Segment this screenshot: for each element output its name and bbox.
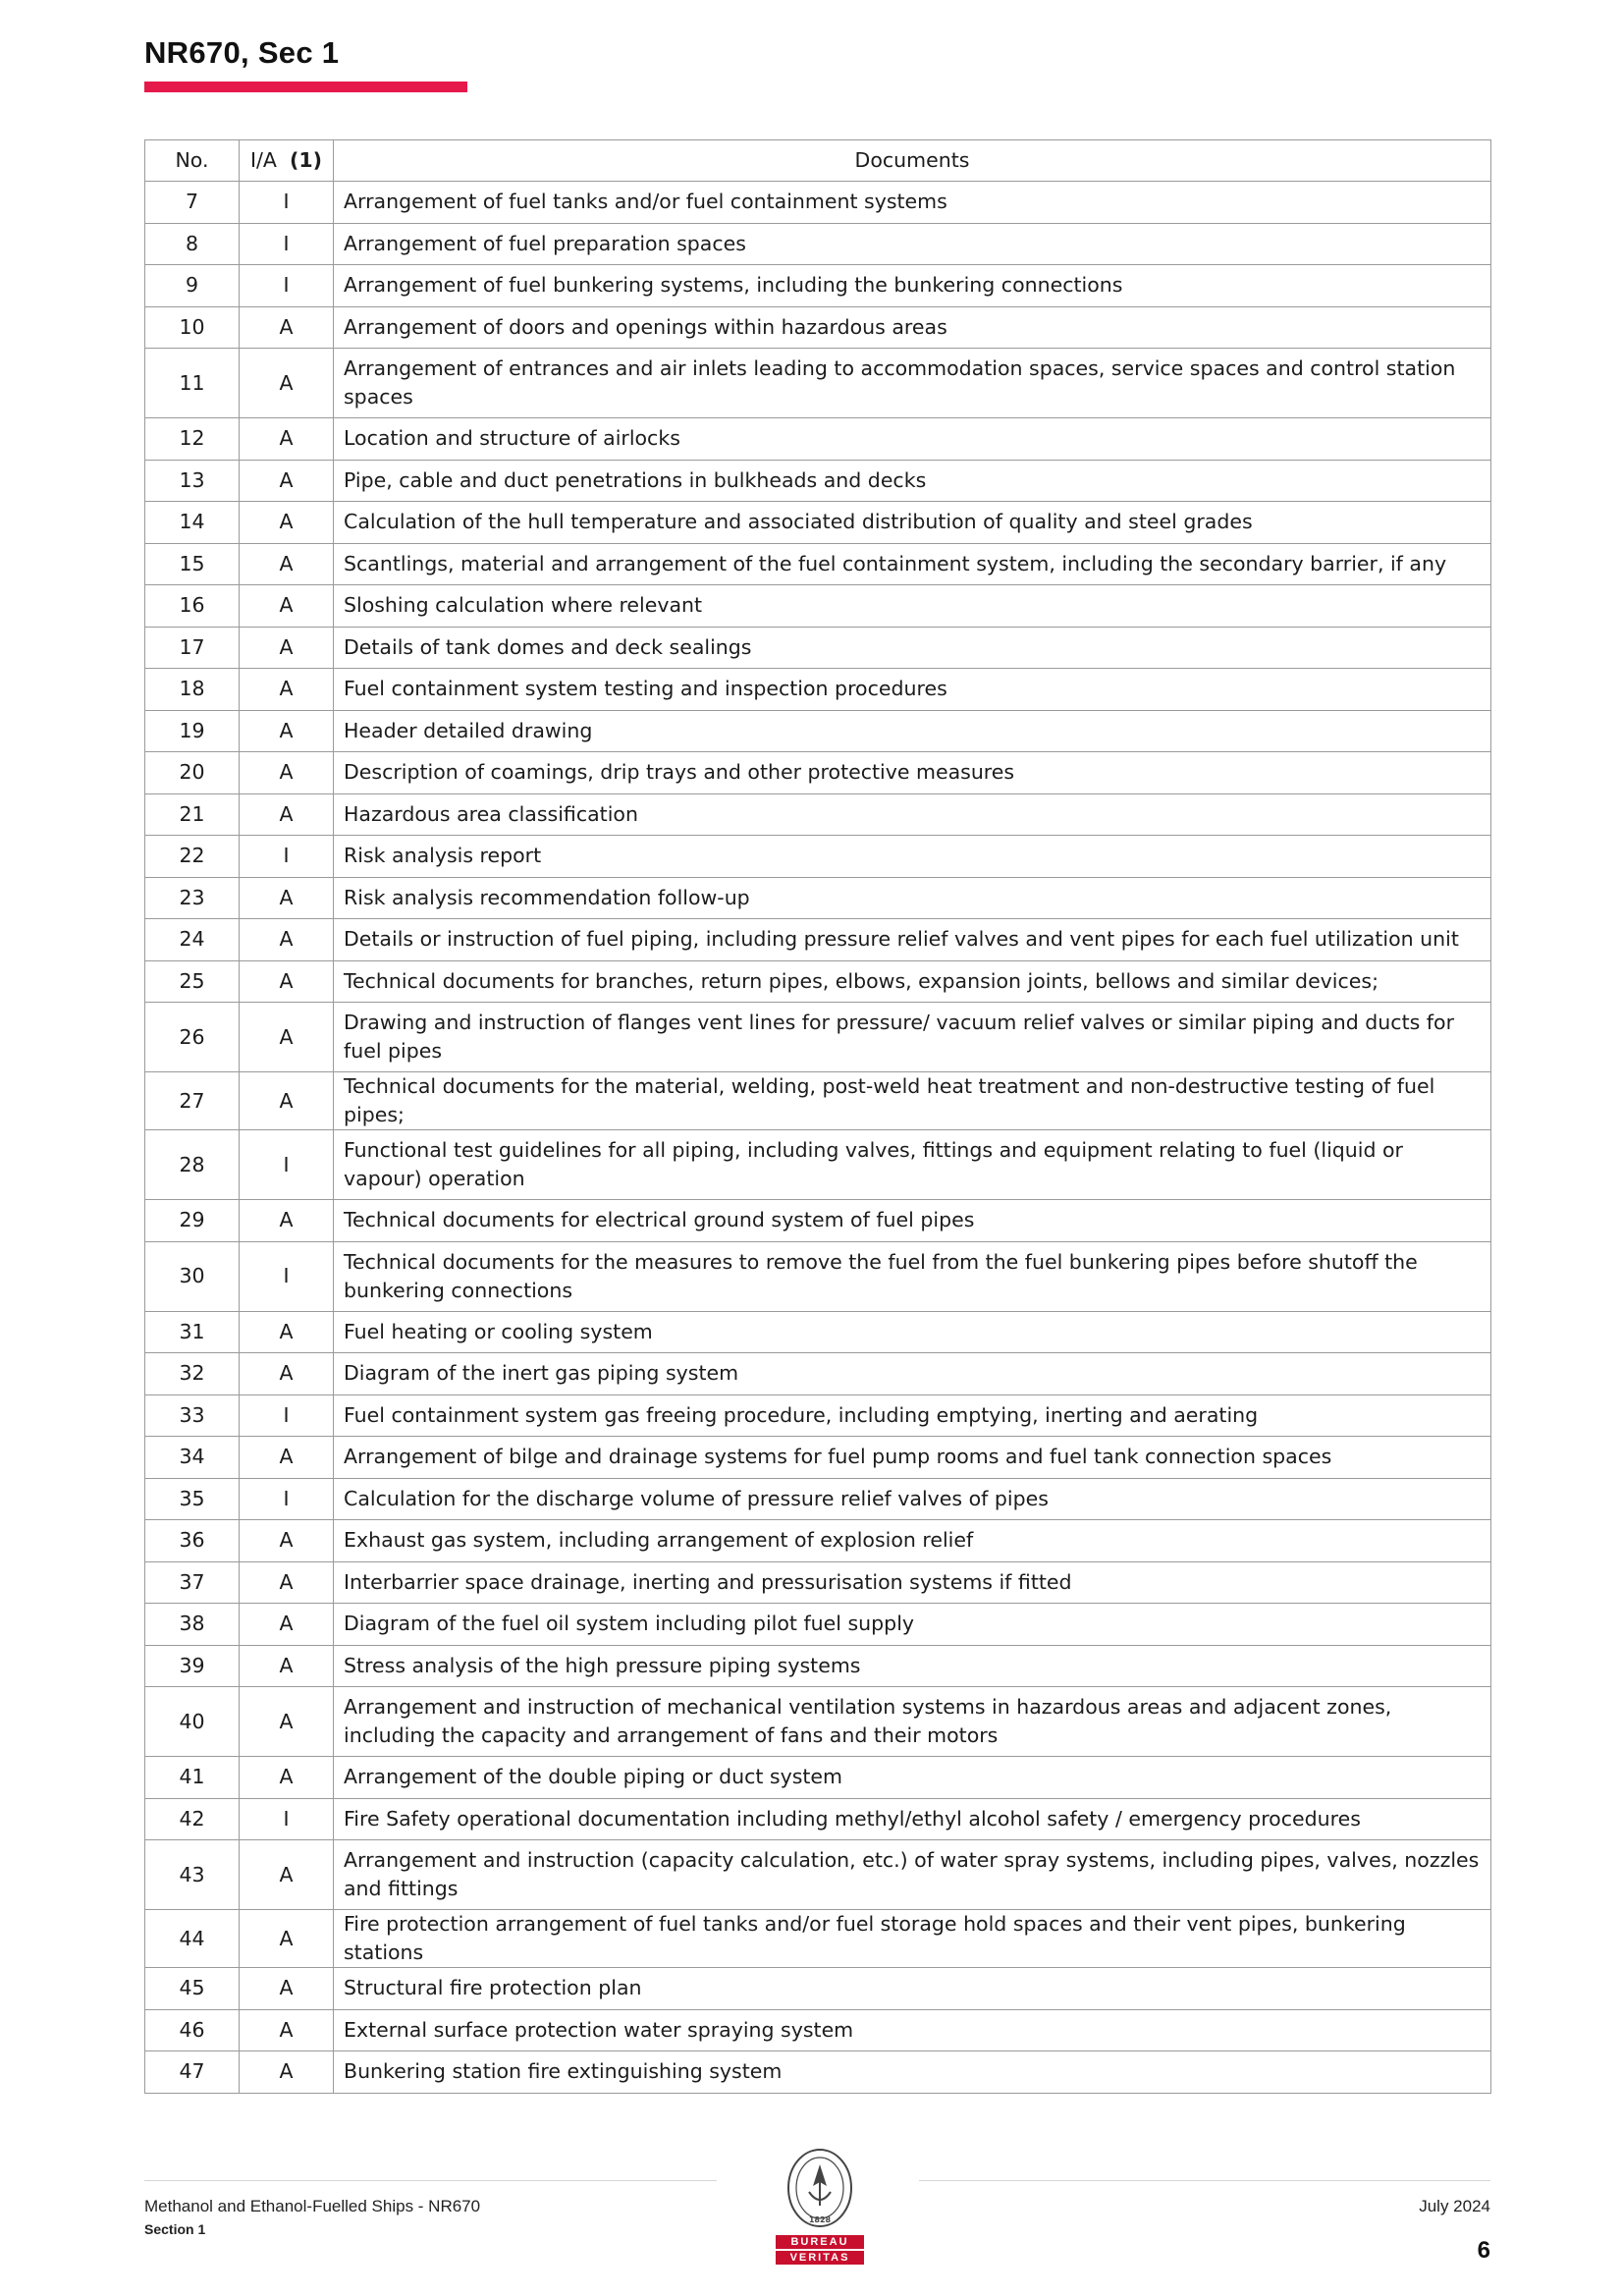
table-row [145, 460, 1491, 502]
row-number: 21 [145, 793, 240, 836]
row-number: 37 [145, 1561, 240, 1604]
table-row [145, 1910, 1491, 1968]
row-ia: A [240, 710, 334, 752]
table-row [145, 2009, 1491, 2051]
header-ia-note-ref: (1) [290, 148, 323, 172]
row-number: 20 [145, 752, 240, 794]
row-ia: I [240, 182, 334, 224]
row-document: Technical documents for electrical ground system of fuel pipes [334, 1200, 1491, 1242]
row-ia: A [240, 669, 334, 711]
table-row [145, 349, 1491, 418]
row-document: Drawing and instruction of flanges vent lines for pressure/ vacuum relief valves or similar piping and ducts for fuel pipes [334, 1003, 1491, 1072]
row-number: 32 [145, 1353, 240, 1395]
table-row [145, 1520, 1491, 1562]
row-document: Fuel heating or cooling system [334, 1311, 1491, 1353]
row-document: Fire protection arrangement of fuel tanks and/or fuel storage hold spaces and their vent pipes, bunkering stations [334, 1910, 1491, 1968]
table-row [145, 418, 1491, 461]
row-number: 44 [145, 1910, 240, 1968]
row-number: 35 [145, 1478, 240, 1520]
row-ia: A [240, 1353, 334, 1395]
row-document: Stress analysis of the high pressure piping systems [334, 1645, 1491, 1687]
row-document: Hazardous area classification [334, 793, 1491, 836]
row-document: Sloshing calculation where relevant [334, 585, 1491, 628]
row-number: 17 [145, 627, 240, 669]
row-document: Arrangement of fuel bunkering systems, including the bunkering connections [334, 265, 1491, 307]
row-ia: I [240, 1241, 334, 1311]
row-ia: A [240, 960, 334, 1003]
row-ia: A [240, 1072, 334, 1130]
row-number: 40 [145, 1687, 240, 1757]
row-ia: A [240, 1200, 334, 1242]
table-row [145, 1311, 1491, 1353]
header-ia-label: I/A [249, 148, 277, 172]
row-number: 10 [145, 306, 240, 349]
header-ia [240, 140, 334, 182]
row-number: 9 [145, 265, 240, 307]
header-no: No. [145, 140, 240, 182]
row-document: Arrangement and instruction of mechanical ventilation systems in hazardous areas and adjacent zones, including the capacity and arrangement of fans and their motors [334, 1687, 1491, 1757]
row-number: 43 [145, 1840, 240, 1910]
row-document: Exhaust gas system, including arrangement of explosion relief [334, 1520, 1491, 1562]
row-ia: A [240, 349, 334, 418]
row-number: 19 [145, 710, 240, 752]
row-ia: A [240, 1910, 334, 1968]
header-documents: Documents [334, 140, 1491, 182]
table-row [145, 793, 1491, 836]
table-row [145, 710, 1491, 752]
row-ia: A [240, 460, 334, 502]
row-number: 13 [145, 460, 240, 502]
row-ia: A [240, 502, 334, 544]
table-row [145, 752, 1491, 794]
page-title: NR670, Sec 1 [144, 35, 340, 70]
row-number: 30 [145, 1241, 240, 1311]
row-number: 29 [145, 1200, 240, 1242]
table-row [145, 1478, 1491, 1520]
table-row [145, 1687, 1491, 1757]
row-number: 16 [145, 585, 240, 628]
row-document: Header detailed drawing [334, 710, 1491, 752]
row-number: 23 [145, 877, 240, 919]
row-ia: I [240, 1798, 334, 1840]
row-number: 26 [145, 1003, 240, 1072]
row-document: Details or instruction of fuel piping, including pressure relief valves and vent pipes for each fuel utilization unit [334, 919, 1491, 961]
row-number: 33 [145, 1394, 240, 1437]
row-number: 34 [145, 1437, 240, 1479]
row-ia: A [240, 1968, 334, 2010]
row-number: 31 [145, 1311, 240, 1353]
row-document: Diagram of the inert gas piping system [334, 1353, 1491, 1395]
row-document: Calculation for the discharge volume of pressure relief valves of pipes [334, 1478, 1491, 1520]
footer-rule-right [919, 2180, 1490, 2181]
row-document: Structural fire protection plan [334, 1968, 1491, 2010]
row-ia: A [240, 1757, 334, 1799]
row-number: 25 [145, 960, 240, 1003]
row-ia: A [240, 1311, 334, 1353]
row-number: 24 [145, 919, 240, 961]
row-number: 42 [145, 1798, 240, 1840]
row-ia: A [240, 1840, 334, 1910]
table-row [145, 265, 1491, 307]
row-ia: I [240, 265, 334, 307]
table-body [145, 182, 1491, 2094]
title-accent-rule [144, 82, 467, 92]
row-number: 7 [145, 182, 240, 224]
table-row [145, 1561, 1491, 1604]
row-document: Details of tank domes and deck sealings [334, 627, 1491, 669]
row-number: 8 [145, 223, 240, 265]
row-number: 14 [145, 502, 240, 544]
row-number: 39 [145, 1645, 240, 1687]
row-document: Location and structure of airlocks [334, 418, 1491, 461]
row-ia: A [240, 1687, 334, 1757]
row-number: 45 [145, 1968, 240, 2010]
table-row [145, 1798, 1491, 1840]
row-ia: A [240, 627, 334, 669]
table-row [145, 1840, 1491, 1910]
table-row [145, 1645, 1491, 1687]
table-row [145, 1353, 1491, 1395]
table-row [145, 1394, 1491, 1437]
row-ia: A [240, 877, 334, 919]
row-ia: A [240, 1437, 334, 1479]
row-document: Arrangement of fuel preparation spaces [334, 223, 1491, 265]
footer-date: July 2024 [1419, 2197, 1490, 2215]
table-row [145, 1604, 1491, 1646]
row-ia: A [240, 2009, 334, 2051]
row-ia: A [240, 919, 334, 961]
footer-section: Section 1 [144, 2221, 206, 2237]
table-row [145, 543, 1491, 585]
row-document: Risk analysis report [334, 836, 1491, 878]
row-number: 46 [145, 2009, 240, 2051]
row-document: Arrangement of fuel tanks and/or fuel containment systems [334, 182, 1491, 224]
row-document: Pipe, cable and duct penetrations in bulkheads and decks [334, 460, 1491, 502]
row-number: 41 [145, 1757, 240, 1799]
row-document: Diagram of the fuel oil system including pilot fuel supply [334, 1604, 1491, 1646]
logo-bureau-bar: BUREAU [776, 2235, 864, 2249]
table-row [145, 2051, 1491, 2094]
seal-year: 1828 [808, 2215, 832, 2224]
table-row [145, 1130, 1491, 1200]
row-number: 28 [145, 1130, 240, 1200]
row-document: Fuel containment system testing and inspection procedures [334, 669, 1491, 711]
table-row [145, 182, 1491, 224]
row-document: Technical documents for branches, return pipes, elbows, expansion joints, bellows and similar devices; [334, 960, 1491, 1003]
row-ia: I [240, 223, 334, 265]
row-document: Risk analysis recommendation follow-up [334, 877, 1491, 919]
table-row [145, 1757, 1491, 1799]
table-row [145, 306, 1491, 349]
row-document: External surface protection water spraying system [334, 2009, 1491, 2051]
table-header-row [145, 140, 1491, 182]
seal-icon [785, 2147, 854, 2231]
table-row [145, 1968, 1491, 2010]
row-document: Interbarrier space drainage, inerting and pressurisation systems if fitted [334, 1561, 1491, 1604]
row-document: Description of coamings, drip trays and other protective measures [334, 752, 1491, 794]
row-document: Fuel containment system gas freeing procedure, including emptying, inerting and aerating [334, 1394, 1491, 1437]
table-row [145, 585, 1491, 628]
row-ia: A [240, 1645, 334, 1687]
row-ia: A [240, 418, 334, 461]
row-document: Scantlings, material and arrangement of the fuel containment system, including the secondary barrier, if any [334, 543, 1491, 585]
table-row [145, 1437, 1491, 1479]
row-document: Technical documents for the measures to remove the fuel from the fuel bunkering pipes before shutoff the bunkering connections [334, 1241, 1491, 1311]
row-ia: A [240, 1003, 334, 1072]
logo-veritas-bar: VERITAS [776, 2251, 864, 2265]
row-ia: A [240, 2051, 334, 2094]
row-ia: I [240, 1130, 334, 1200]
row-number: 12 [145, 418, 240, 461]
row-ia: A [240, 793, 334, 836]
row-ia: A [240, 1604, 334, 1646]
row-document: Arrangement of doors and openings within hazardous areas [334, 306, 1491, 349]
row-number: 38 [145, 1604, 240, 1646]
row-ia: A [240, 585, 334, 628]
bureau-veritas-logo [776, 2147, 864, 2272]
row-ia: A [240, 752, 334, 794]
table-row [145, 502, 1491, 544]
footer-doc-title: Methanol and Ethanol-Fuelled Ships - NR670 [144, 2197, 481, 2215]
row-document: Bunkering station fire extinguishing system [334, 2051, 1491, 2094]
row-document: Arrangement of bilge and drainage systems for fuel pump rooms and fuel tank connection spaces [334, 1437, 1491, 1479]
table-row [145, 836, 1491, 878]
table-row [145, 223, 1491, 265]
row-document: Arrangement of entrances and air inlets leading to accommodation spaces, service spaces and control station spaces [334, 349, 1491, 418]
table-row [145, 1200, 1491, 1242]
table-row [145, 1072, 1491, 1130]
row-document: Functional test guidelines for all piping, including valves, fittings and equipment relating to fuel (liquid or vapour) operation [334, 1130, 1491, 1200]
table-row [145, 960, 1491, 1003]
row-document: Calculation of the hull temperature and associated distribution of quality and steel grades [334, 502, 1491, 544]
row-number: 47 [145, 2051, 240, 2094]
footer-rule-left [144, 2180, 717, 2181]
row-ia: A [240, 1520, 334, 1562]
table-row [145, 669, 1491, 711]
row-number: 22 [145, 836, 240, 878]
table-row [145, 919, 1491, 961]
table-row [145, 877, 1491, 919]
row-number: 11 [145, 349, 240, 418]
row-number: 18 [145, 669, 240, 711]
row-number: 27 [145, 1072, 240, 1130]
table-row [145, 627, 1491, 669]
row-ia: I [240, 1394, 334, 1437]
row-ia: I [240, 836, 334, 878]
row-ia: A [240, 1561, 334, 1604]
row-document: Arrangement and instruction (capacity calculation, etc.) of water spray systems, including pipes, valves, nozzles and fittings [334, 1840, 1491, 1910]
page-number: 6 [1477, 2237, 1490, 2264]
table-row [145, 1241, 1491, 1311]
row-number: 15 [145, 543, 240, 585]
row-ia: I [240, 1478, 334, 1520]
row-ia: A [240, 306, 334, 349]
row-document: Technical documents for the material, welding, post-weld heat treatment and non-destructive testing of fuel pipes; [334, 1072, 1491, 1130]
row-number: 36 [145, 1520, 240, 1562]
row-document: Arrangement of the double piping or duct system [334, 1757, 1491, 1799]
row-ia: A [240, 543, 334, 585]
table-row [145, 1003, 1491, 1072]
documents-table [144, 139, 1491, 2094]
row-document: Fire Safety operational documentation including methyl/ethyl alcohol safety / emergency procedures [334, 1798, 1491, 1840]
